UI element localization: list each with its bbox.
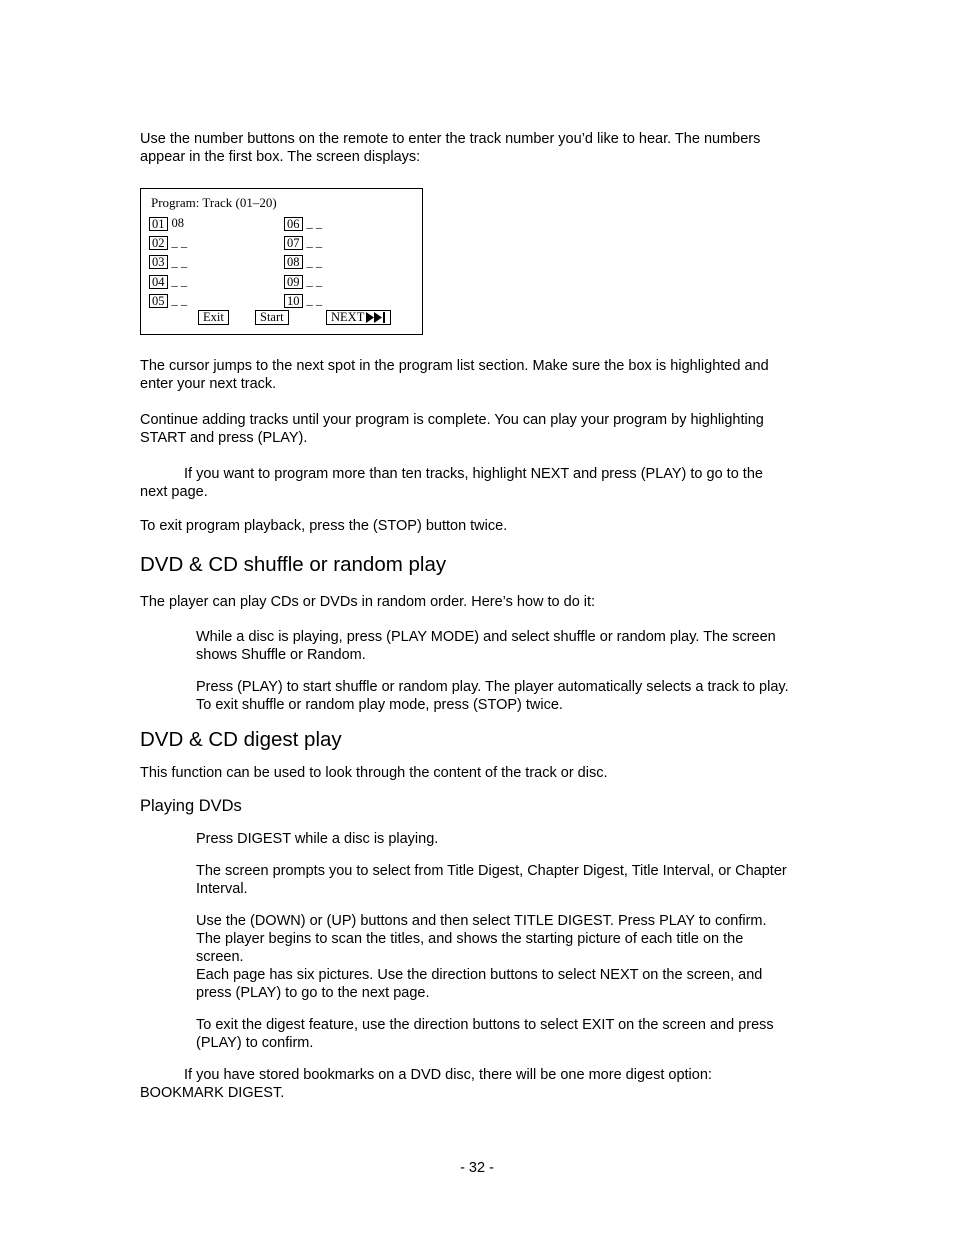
slot-value: _ _	[306, 254, 323, 269]
program-screen-illustration	[140, 188, 423, 335]
exit-button-label: Exit	[203, 310, 224, 324]
slot-number: 02	[149, 236, 168, 250]
continue-paragraph: Continue adding tracks until your program is complete. You can play your program by highlighting START and press (PLAY).	[140, 412, 764, 446]
digest-step-1: Press DIGEST while a disc is playing.	[196, 831, 439, 847]
slot-value: _ _	[306, 293, 323, 308]
digest-step-2: The screen prompts you to select from Title Digest, Chapter Digest, Title Interval, or Chapter Interval.	[196, 863, 787, 897]
slot-number: 06	[284, 217, 303, 231]
more-tracks-paragraph: If you want to program more than ten tracks, highlight NEXT and press (PLAY) to go to the next page.	[140, 466, 763, 500]
digest-intro: This function can be used to look through the content of the track or disc.	[140, 765, 608, 781]
program-slot	[149, 233, 187, 252]
shuffle-step-2: Press (PLAY) to start shuffle or random play. The player automatically selects a track to play. To exit shuffle or random play mode, press (STOP) twice.	[196, 679, 789, 713]
next-button-label: NEXT	[331, 310, 365, 324]
program-slots-right	[284, 214, 322, 310]
program-slots-left	[149, 214, 187, 310]
slot-value: _ _	[171, 274, 188, 289]
page-number: - 32 -	[460, 1160, 494, 1176]
program-slot	[284, 233, 322, 252]
slot-value: _ _	[171, 235, 188, 250]
slot-number: 01	[149, 217, 168, 231]
bookmark-paragraph: If you have stored bookmarks on a DVD disc, there will be one more digest option: BOOKMARK DIGEST.	[140, 1067, 712, 1101]
digest-step-4: To exit the digest feature, use the direction buttons to select EXIT on the screen and press (PLAY) to confirm.	[196, 1017, 774, 1051]
digest-heading: DVD & CD digest play	[140, 728, 342, 751]
start-button-label: Start	[260, 310, 284, 324]
digest-step-3a: Use the (DOWN) or (UP) buttons and then select TITLE DIGEST. Press PLAY to confirm. The player begins to scan the titles, and shows the starting picture of each title on the screen.	[196, 913, 767, 965]
shuffle-step-1: While a disc is playing, press (PLAY MODE) and select shuffle or random play. The screen shows Shuffle or Random.	[196, 629, 776, 663]
skip-forward-icon	[366, 312, 386, 323]
shuffle-heading: DVD & CD shuffle or random play	[140, 553, 447, 576]
slot-number: 10	[284, 294, 303, 308]
start-button	[255, 310, 289, 325]
slot-value: _ _	[306, 235, 323, 250]
page-content	[140, 130, 790, 1102]
exit-button	[198, 310, 229, 325]
slot-value: _ _	[171, 254, 188, 269]
slot-number: 05	[149, 294, 168, 308]
slot-number: 09	[284, 275, 303, 289]
program-slot	[284, 291, 322, 310]
program-slot	[284, 253, 322, 272]
shuffle-intro: The player can play CDs or DVDs in random order. Here’s how to do it:	[140, 594, 596, 610]
slot-number: 07	[284, 236, 303, 250]
program-slot	[149, 214, 187, 233]
program-slot	[149, 291, 187, 310]
program-slot	[284, 214, 322, 233]
cursor-paragraph: The cursor jumps to the next spot in the program list section. Make sure the box is highlighted and enter your next track.	[140, 358, 769, 392]
slot-number: 04	[149, 275, 168, 289]
intro-paragraph: Use the number buttons on the remote to enter the track number you’d like to hear. The numbers appear in the first box. The screen displays:	[140, 131, 761, 165]
slot-value: _ _	[306, 274, 323, 289]
program-screen-title: Program: Track (01–20)	[151, 195, 277, 210]
slot-number: 08	[284, 255, 303, 269]
slot-value: _ _	[171, 293, 188, 308]
playing-dvds-subheading: Playing DVDs	[140, 797, 242, 815]
program-slot	[284, 272, 322, 291]
digest-step-3b: Each page has six pictures. Use the direction buttons to select NEXT on the screen, and press (PLAY) to go to the next page.	[196, 967, 763, 1001]
slot-number: 03	[149, 255, 168, 269]
next-button	[326, 310, 391, 325]
slot-value: 08	[171, 216, 184, 231]
program-slot	[149, 253, 187, 272]
program-slot	[149, 272, 187, 291]
slot-value: _ _	[306, 216, 323, 231]
exit-program-paragraph: To exit program playback, press the (STOP) button twice.	[140, 518, 508, 534]
